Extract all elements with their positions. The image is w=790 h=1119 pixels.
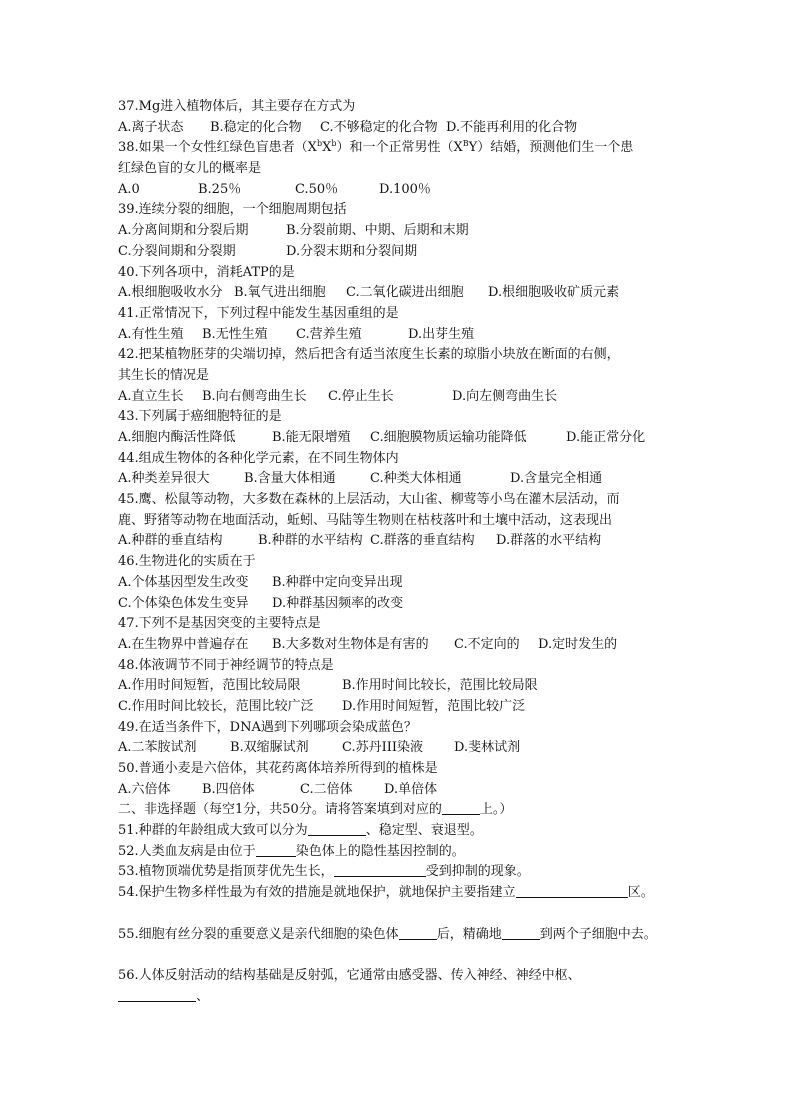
option-d: D.定时发生的	[538, 636, 618, 652]
question-49-options	[118, 738, 718, 759]
option-a: A.根细胞吸收水分	[118, 285, 223, 301]
question-55: 55.细胞有丝分裂的重要意义是亲代细胞的染色体 后，精确地 到两个子细胞中去。	[118, 926, 657, 942]
option-a: A.种类差异很大	[118, 471, 210, 487]
option-a: A.细胞内酶活性降低	[118, 430, 236, 445]
option-d: D.作用时间短暂，范围比较广泛	[342, 698, 526, 714]
option-d: D.能正常分化	[566, 430, 646, 445]
question-38-stem-line2: 红绿色盲的女儿的概率是	[118, 161, 262, 177]
question-47-options	[118, 635, 718, 656]
option-b: B.种群的水平结构	[258, 533, 363, 549]
question-46-stem: 46.生物进化的实质在于	[118, 554, 256, 570]
option-b: B.四倍体	[202, 781, 255, 797]
option-d: D.单倍体	[384, 781, 438, 797]
question-48-options-row2	[118, 697, 718, 718]
question-39-options-row1	[118, 221, 718, 242]
question-45-stem-line2: 鹿、野猪等动物在地面活动，蚯蚓、马陆等生物则在枯枝落叶和土壤中活动，这表现出	[118, 512, 613, 528]
answer-blank[interactable]	[399, 925, 437, 940]
option-a: A.有性生殖	[118, 326, 184, 342]
option-c: C.营养生殖	[296, 326, 362, 342]
exam-page	[118, 97, 718, 1007]
question-39-options-row2	[118, 242, 718, 263]
question-44-stem: 44.组成生物体的各种化学元素，在不同生物体内	[118, 450, 399, 466]
question-41-stem: 41.正常情况下，下列过程中能发生基因重组的是	[118, 305, 399, 321]
option-a: A.离子状态	[118, 119, 184, 135]
option-b: B.氧气进出细胞	[234, 285, 326, 301]
option-d: D.100％	[379, 181, 431, 197]
option-c: C.种类大体相通	[370, 471, 462, 487]
question-53: 53.植物顶端优势是指顶芽优先生长， 受到抑制的现象。	[118, 864, 530, 880]
option-b: B.种群中定向变异出现	[272, 574, 403, 590]
question-42-options	[118, 387, 718, 408]
option-c: C.作用时间比较长，范围比较广泛	[118, 698, 314, 714]
option-b: B.能无限增殖	[272, 430, 351, 445]
question-50-stem: 50.普通小麦是六倍体，其花药离体培养所得到的植株是	[118, 761, 438, 776]
option-c: C.不定向的	[454, 636, 520, 652]
option-d: D.斐林试剂	[454, 740, 521, 756]
question-52: 52.人类血友病是由位于 染色体上的隐性基因控制的。	[118, 843, 465, 859]
option-a: A.0	[118, 181, 140, 197]
option-a: A.直立生长	[118, 388, 184, 404]
option-c: C.不够稳定的化合物	[320, 119, 438, 135]
question-45-options	[118, 531, 718, 552]
option-b: B.含量大体相通	[244, 471, 336, 487]
option-d: D.根细胞吸收矿质元素	[488, 285, 620, 301]
question-41-options	[118, 325, 718, 346]
option-b: B.稳定的化合物	[210, 119, 302, 135]
question-51: 51.种群的年龄组成大致可以分为 、稳定型、衰退型。	[118, 823, 483, 839]
option-d: D.不能再利用的化合物	[446, 119, 578, 135]
option-a: A.二苯胺试剂	[118, 740, 197, 756]
question-46-options-row1	[118, 573, 718, 594]
option-b: B.大多数对生物体是有害的	[272, 636, 429, 652]
answer-blank[interactable]	[118, 987, 196, 1002]
option-a: A.种群的垂直结构	[118, 533, 223, 549]
question-49-stem: 49.在适当条件下，DNA遇到下列哪项会染成蓝色？	[118, 719, 417, 735]
answer-blank[interactable]	[334, 862, 426, 877]
question-39-stem: 39.连续分裂的细胞，一个细胞周期包括	[118, 202, 347, 218]
question-38-options	[118, 180, 718, 201]
question-40-options	[118, 283, 718, 304]
question-56-line1: 56.人体反射活动的结构基础是反射弧，它通常由感受器、传入神经、神经中枢、	[118, 967, 581, 983]
option-c: C.苏丹III染液	[342, 740, 424, 756]
question-44-options	[118, 469, 718, 490]
option-c: C.分裂间期和分裂期	[118, 243, 236, 259]
option-c: C.停止生长	[328, 388, 394, 404]
option-d: D.含量完全相通	[510, 471, 603, 487]
option-b: B.无性生殖	[202, 326, 268, 342]
question-48-stem: 48.体液调节不同于神经调节的特点是	[118, 657, 334, 673]
section-2-heading: 二、非选择题（每空1分，共50分。请将答案填到对应的 上。）	[118, 802, 513, 818]
question-46-options-row2	[118, 594, 718, 615]
option-c: C.二氧化碳进出细胞	[346, 285, 464, 301]
option-d: D.向左侧弯曲生长	[452, 388, 558, 404]
option-b: B.向右侧弯曲生长	[202, 388, 307, 404]
option-c: C.二倍体	[300, 781, 353, 797]
option-a: A.在生物界中普遍存在	[118, 636, 249, 652]
option-c: C.群落的垂直结构	[370, 533, 475, 549]
answer-blank[interactable]	[442, 800, 480, 815]
option-c: C.细胞膜物质运输功能降低	[370, 430, 527, 445]
option-a: A.个体基因型发生改变	[118, 574, 249, 590]
question-47-stem: 47.下列不是基因突变的主要特点是	[118, 616, 321, 632]
option-b: B.分裂前期、中期、后期和末期	[286, 223, 469, 239]
question-40-stem: 40.下列各项中，消耗ATP的是	[118, 264, 295, 280]
question-42-stem-line1: 42.把某植物胚芽的尖端切掉，然后把含有适当浓度生长素的琼脂小块放在断面的右侧，	[118, 347, 620, 363]
question-37-stem: 37.Mg进入植物体后，其主要存在方式为	[118, 99, 356, 114]
option-c: C.个体染色体发生变异	[118, 595, 249, 611]
option-c: C.50％	[295, 181, 339, 197]
question-48-options-row1	[118, 676, 718, 697]
option-a: A.分离间期和分裂后期	[118, 223, 249, 239]
question-45-stem-line1: 45.鹰、松鼠等动物，大多数在森林的上层活动，大山雀、柳莺等小鸟在灌木层活动，而	[118, 492, 620, 508]
question-38-stem-line1: 38.如果一个女性红绿色盲患者$(X^bX^b)$和一个正常男性$(X^BY)$结婚，预测他们生一个患	[118, 139, 634, 156]
question-37-options	[118, 118, 718, 139]
option-b: B.双缩脲试剂	[230, 740, 309, 756]
answer-blank[interactable]	[516, 883, 628, 898]
option-d: D.出芽生殖	[408, 326, 475, 342]
option-d: D.种群基因频率的改变	[272, 595, 404, 611]
option-a: A.六倍体	[118, 781, 171, 797]
answer-blank[interactable]	[256, 842, 296, 857]
question-42-stem-line2: 其生长的情况是	[118, 367, 210, 383]
question-56-line2: 、	[118, 987, 718, 1008]
question-43-stem: 43.下列属于癌细胞特征的是	[118, 409, 282, 425]
question-50-options	[118, 780, 718, 801]
option-d: D.群落的水平结构	[496, 533, 602, 549]
question-54: 54.保护生物多样性最为有效的措施是就地保护，就地保护主要指建立 区。	[118, 885, 654, 901]
question-43-options	[118, 428, 718, 449]
answer-blank[interactable]	[502, 925, 540, 940]
answer-blank[interactable]	[308, 821, 366, 836]
option-a: A.作用时间短暂，范围比较局限	[118, 678, 301, 694]
option-b: B.作用时间比较长，范围比较局限	[342, 678, 538, 694]
option-b: B.25％	[198, 181, 242, 197]
option-d: D.分裂末期和分裂间期	[286, 243, 418, 259]
